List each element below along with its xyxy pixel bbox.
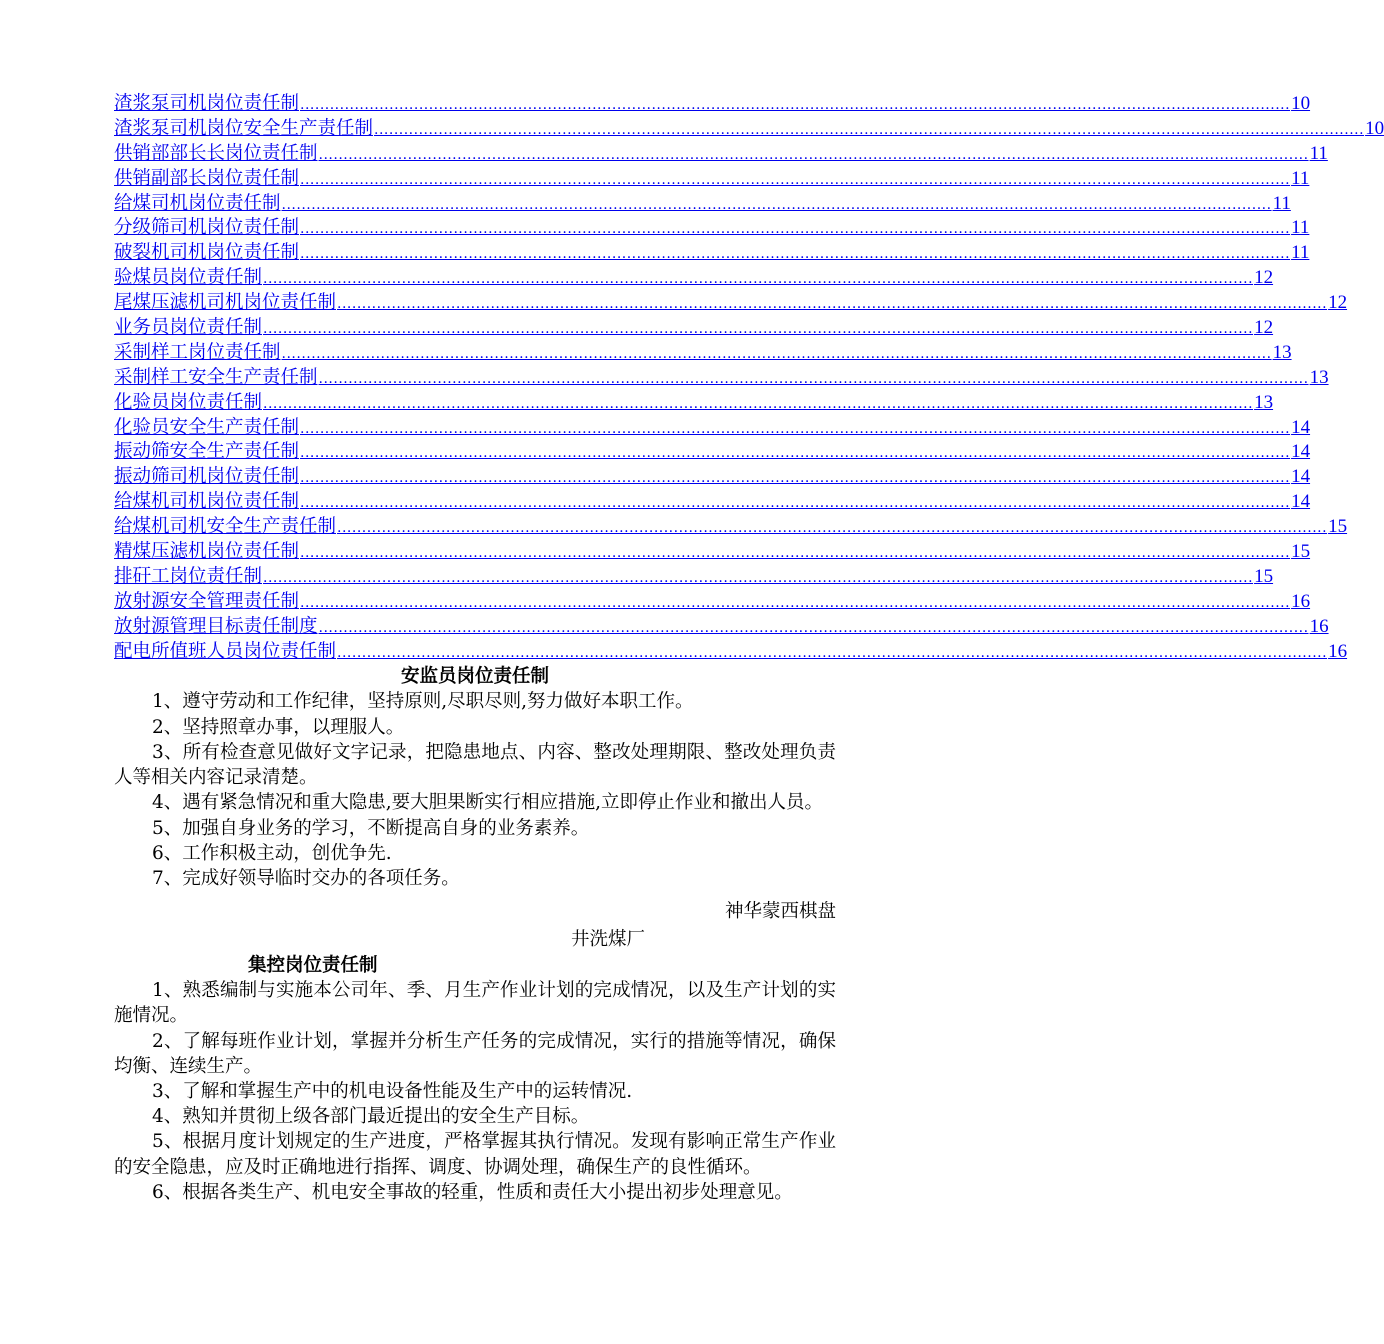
toc-entry-title: 配电所值班人员岗位责任制 xyxy=(114,640,337,662)
toc-entry-page-number: 13 xyxy=(1309,366,1329,388)
duty-item: 1、熟悉编制与实施本公司年、季、月生产作业计划的完成情况，以及生产计划的实施情况。 xyxy=(114,980,836,1027)
toc-entry-title: 精煤压滤机岗位责任制 xyxy=(114,541,300,563)
toc-entry-page-number: 11 xyxy=(1309,142,1328,164)
toc-entry-link[interactable] xyxy=(114,590,1311,615)
toc-entry-link[interactable] xyxy=(114,92,1311,117)
toc-entry-link[interactable] xyxy=(114,465,1311,490)
toc-entry-link[interactable] xyxy=(114,291,1348,316)
duty-item: 1、遵守劳动和工作纪律，坚持原则,尽职尽则,努力做好本职工作。 xyxy=(152,691,694,713)
duty-item: 2、坚持照章办事，以理服人。 xyxy=(152,716,405,738)
toc-leader-dots: ........................................................................................................................................................................................................ xyxy=(337,296,1328,313)
toc-entry-link[interactable] xyxy=(114,640,1348,665)
section-title-central-control: 集控岗位责任制 xyxy=(248,955,378,977)
signature-company: 神华蒙西棋盘 xyxy=(724,901,836,923)
toc-leader-dots: ........................................................................................................................................................................................................ xyxy=(263,321,1254,338)
toc-entry-title: 渣浆泵司机岗位安全生产责任制 xyxy=(114,117,374,139)
toc-leader-dots: ........................................................................................................................................................................................................ xyxy=(263,271,1254,288)
toc-entry-page-number: 14 xyxy=(1291,416,1311,438)
duty-item: 6、根据各类生产、机电安全事故的轻重，性质和责任大小提出初步处理意见。 xyxy=(152,1181,793,1203)
toc-entry-link[interactable] xyxy=(114,515,1348,540)
toc-entry-link[interactable] xyxy=(114,341,1292,366)
toc-leader-dots: ........................................................................................................................................................................................................ xyxy=(300,470,1291,487)
duty-item: 5、根据月度计划规定的生产进度，严格掌握其执行情况。发现有影响正常生产作业的安全隐患，应及时正确地进行指挥、调度、协调处理，确保生产的良性循环。 xyxy=(114,1131,836,1178)
toc-entry-link[interactable] xyxy=(114,241,1310,266)
table-of-contents xyxy=(114,92,1384,664)
toc-entry-title: 给煤机司机安全生产责任制 xyxy=(114,516,337,538)
toc-entry-page-number: 15 xyxy=(1291,541,1311,563)
section-safety-inspector-body xyxy=(114,689,836,891)
toc-entry-page-number: 14 xyxy=(1291,466,1311,488)
toc-leader-dots: ........................................................................................................................................................................................................ xyxy=(300,495,1291,512)
toc-entry-title: 破裂机司机岗位责任制 xyxy=(114,242,300,264)
toc-entry-title: 排矸工岗位责任制 xyxy=(114,565,263,587)
toc-entry-title: 验煤员岗位责任制 xyxy=(114,267,263,289)
toc-entry-link[interactable] xyxy=(114,316,1274,341)
toc-entry-title: 化验员岗位责任制 xyxy=(114,391,263,413)
toc-entry-page-number: 12 xyxy=(1254,267,1274,289)
toc-entry-link[interactable] xyxy=(114,440,1311,465)
duty-item: 4、遇有紧急情况和重大隐患,要大胆果断实行相应措施,立即停止作业和撤出人员。 xyxy=(152,792,824,814)
toc-entry-title: 放射源安全管理责任制 xyxy=(114,590,300,612)
toc-entry-page-number: 13 xyxy=(1272,341,1292,363)
toc-entry-link[interactable] xyxy=(114,366,1329,391)
toc-entry-page-number: 11 xyxy=(1272,192,1291,214)
toc-entry-page-number: 12 xyxy=(1328,292,1348,314)
toc-entry-title: 给煤司机岗位责任制 xyxy=(114,192,281,214)
toc-leader-dots: ........................................................................................................................................................................................................ xyxy=(300,221,1291,238)
toc-entry-title: 采制样工岗位责任制 xyxy=(114,341,281,363)
toc-entry-title: 分级筛司机岗位责任制 xyxy=(114,217,300,239)
toc-leader-dots: ........................................................................................................................................................................................................ xyxy=(300,545,1291,562)
toc-entry-page-number: 12 xyxy=(1254,317,1274,339)
toc-leader-dots: ........................................................................................................................................................................................................ xyxy=(337,644,1328,661)
toc-entry-link[interactable] xyxy=(114,615,1329,640)
toc-entry-page-number: 14 xyxy=(1291,491,1311,513)
toc-entry-title: 尾煤压滤机司机岗位责任制 xyxy=(114,292,337,314)
toc-entry-page-number: 11 xyxy=(1291,167,1310,189)
toc-entry-page-number: 14 xyxy=(1291,441,1311,463)
toc-entry-link[interactable] xyxy=(114,192,1291,217)
duty-item: 3、所有检查意见做好文字记录，把隐患地点、内容、整改处理期限、整改处理负责人等相关内容记录清楚。 xyxy=(114,741,836,789)
toc-entry-link[interactable] xyxy=(114,540,1311,565)
toc-leader-dots: ........................................................................................................................................................................................................ xyxy=(300,171,1291,188)
duty-item: 5、加强自身业务的学习，不断提高自身的业务素养。 xyxy=(152,817,590,839)
toc-entry-page-number: 10 xyxy=(1291,93,1311,114)
toc-entry-link[interactable] xyxy=(114,117,1384,142)
document-page xyxy=(114,92,1384,1205)
toc-leader-dots: ........................................................................................................................................................................................................ xyxy=(300,97,1291,113)
duty-item: 3、了解和掌握生产中的机电设备性能及生产中的运转情况. xyxy=(152,1080,633,1102)
toc-leader-dots: ........................................................................................................................................................................................................ xyxy=(263,395,1254,412)
toc-entry-page-number: 11 xyxy=(1291,217,1310,239)
duty-item: 7、完成好领导临时交办的各项任务。 xyxy=(152,867,460,889)
toc-entry-title: 业务员岗位责任制 xyxy=(114,317,263,339)
toc-entry-page-number: 13 xyxy=(1254,391,1274,413)
toc-entry-link[interactable] xyxy=(114,216,1310,241)
toc-leader-dots: ........................................................................................................................................................................................................ xyxy=(318,619,1309,636)
toc-entry-link[interactable] xyxy=(114,565,1274,590)
toc-entry-title: 化验员安全生产责任制 xyxy=(114,416,300,438)
toc-entry-link[interactable] xyxy=(114,266,1274,291)
toc-leader-dots: ........................................................................................................................................................................................................ xyxy=(263,569,1254,586)
toc-leader-dots: ........................................................................................................................................................................................................ xyxy=(318,370,1309,387)
toc-leader-dots: ........................................................................................................................................................................................................ xyxy=(337,520,1328,537)
toc-entry-page-number: 16 xyxy=(1328,640,1348,662)
toc-entry-page-number: 11 xyxy=(1291,242,1310,264)
toc-leader-dots: ........................................................................................................................................................................................................ xyxy=(300,420,1291,437)
toc-entry-title: 给煤机司机岗位责任制 xyxy=(114,491,300,513)
section-title-safety-inspector: 安监员岗位责任制 xyxy=(400,666,549,688)
toc-entry-link[interactable] xyxy=(114,391,1274,416)
duty-item: 6、工作积极主动，创优争先. xyxy=(152,842,392,864)
toc-leader-dots: ........................................................................................................................................................................................................ xyxy=(300,594,1291,611)
section-central-control-body xyxy=(114,978,836,1205)
toc-entry-page-number: 16 xyxy=(1309,615,1329,637)
toc-entry-link[interactable] xyxy=(114,167,1310,192)
signature-plant: 井洗煤厂 xyxy=(571,929,646,951)
toc-entry-title: 放射源管理目标责任制度 xyxy=(114,615,318,637)
toc-entry-page-number: 15 xyxy=(1328,516,1348,538)
toc-leader-dots: ........................................................................................................................................................................................................ xyxy=(281,196,1272,213)
toc-leader-dots: ........................................................................................................................................................................................................ xyxy=(318,146,1309,163)
toc-entry-title: 采制样工安全生产责任制 xyxy=(114,366,318,388)
toc-entry-title: 供销副部长岗位责任制 xyxy=(114,167,300,189)
toc-leader-dots: ........................................................................................................................................................................................................ xyxy=(281,345,1272,362)
duty-item: 2、了解每班作业计划，掌握并分析生产任务的完成情况，实行的措施等情况，确保均衡、连续生产。 xyxy=(114,1030,836,1077)
duty-item: 4、熟知并贯彻上级各部门最近提出的安全生产目标。 xyxy=(152,1106,590,1128)
toc-entry-title: 振动筛安全生产责任制 xyxy=(114,441,300,463)
toc-entry-page-number: 16 xyxy=(1291,590,1311,612)
toc-entry-link[interactable] xyxy=(114,490,1311,515)
toc-leader-dots: ........................................................................................................................................................................................................ xyxy=(300,246,1291,263)
toc-entry-title: 渣浆泵司机岗位责任制 xyxy=(114,93,300,114)
toc-entry-title: 振动筛司机岗位责任制 xyxy=(114,466,300,488)
toc-entry-page-number: 10 xyxy=(1365,117,1384,139)
toc-entry-title: 供销部部长长岗位责任制 xyxy=(114,142,318,164)
toc-entry-link[interactable] xyxy=(114,142,1328,167)
toc-leader-dots: ........................................................................................................................................................................................................ xyxy=(300,445,1291,462)
toc-entry-page-number: 15 xyxy=(1254,565,1274,587)
toc-leader-dots: ........................................................................................................................................................................................................ xyxy=(374,121,1365,138)
toc-entry-link[interactable] xyxy=(114,416,1311,441)
